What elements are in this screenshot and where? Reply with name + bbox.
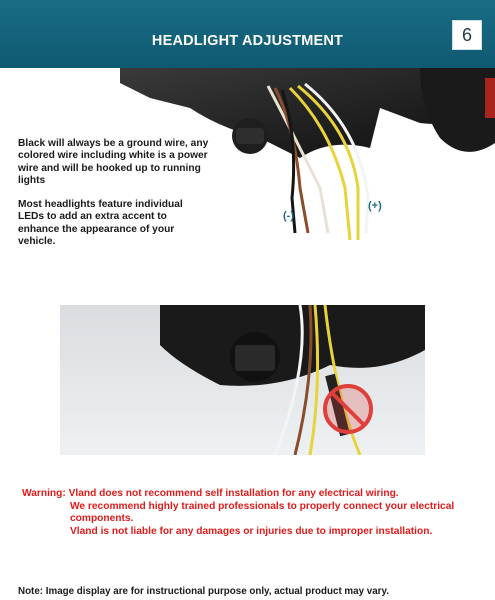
page-number-badge: 6 (452, 20, 482, 50)
ground-wire-instruction: Black will always be a ground wire, any colored wire including white is a power wire and will be hooked up to running lights (18, 138, 209, 187)
positive-label: (+) (368, 200, 382, 212)
warning-line-2: We recommend highly trained professionals to properly connect your electrical components. (70, 500, 455, 525)
wire-connection-photo (60, 305, 425, 455)
page-title: HEADLIGHT ADJUSTMENT (151, 33, 344, 49)
negative-label: (-) (283, 210, 294, 222)
prohibited-icon (325, 386, 371, 432)
disclaimer-note: Note: Image display are for instructional purpose only, actual product may vary. (18, 586, 389, 597)
header-bar (0, 0, 495, 68)
warning-line-3: Vland is not liable for any damages or injuries due to improper installation. (70, 525, 433, 537)
warning-notice (22, 488, 482, 538)
led-instruction: Most headlights feature individual LEDs to add an extra accent to enhance the appearance of your vehicle. (18, 199, 183, 248)
warning-line-1: Warning: Vland does not recommend self installation for any electrical wiring. (22, 488, 399, 499)
